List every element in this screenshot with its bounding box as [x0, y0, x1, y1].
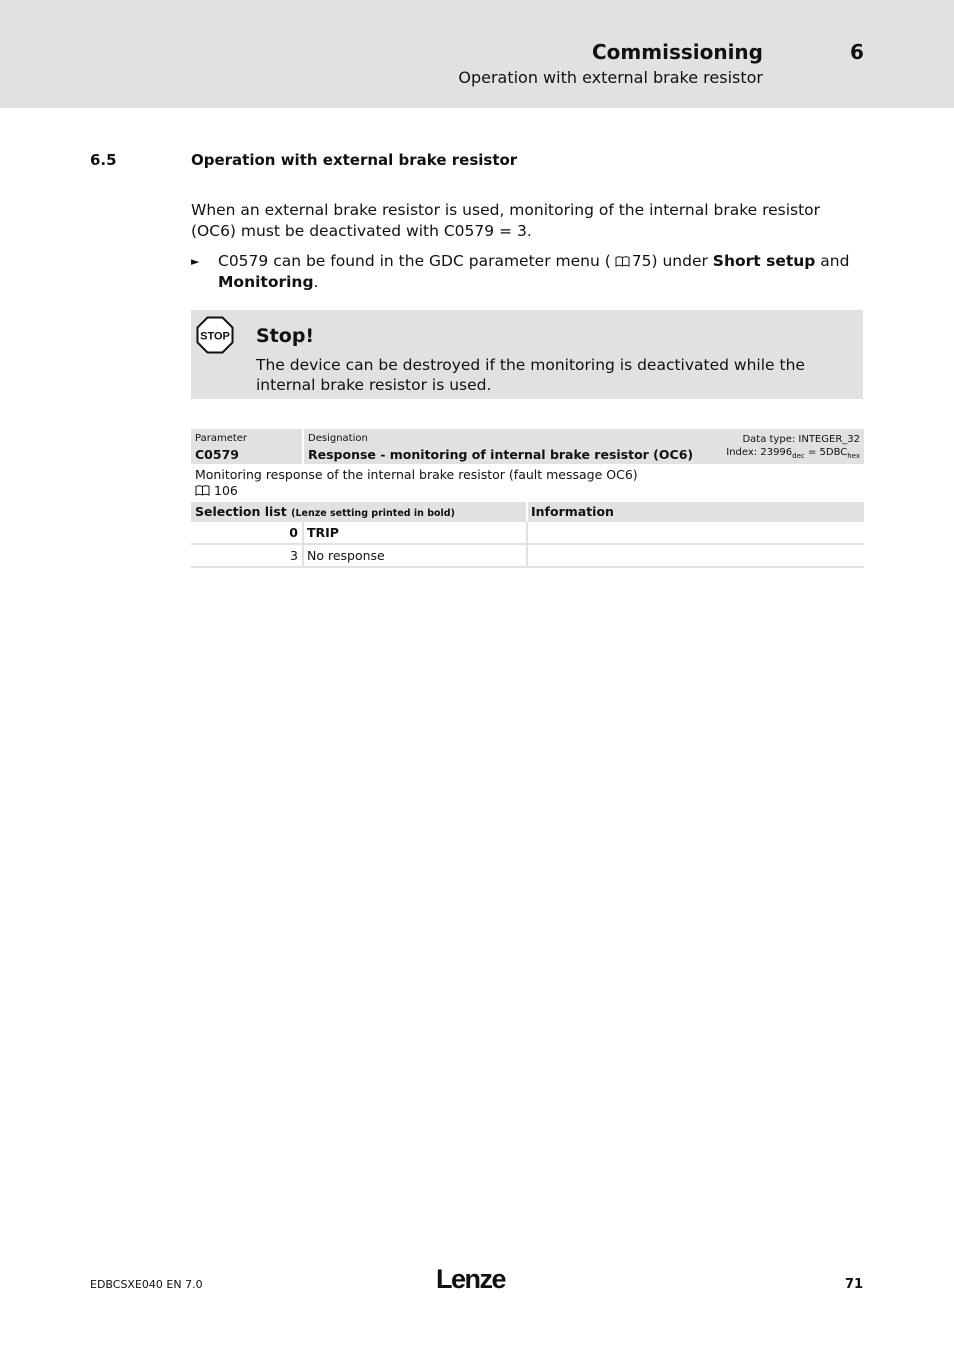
bullet-arrow-icon: ►	[191, 255, 200, 268]
selection-row	[191, 545, 864, 568]
bullet-text-part: and	[815, 252, 850, 270]
bullet-page-link[interactable]: 75	[631, 252, 652, 270]
bullet-item	[191, 251, 866, 293]
monitoring-label: Monitoring	[218, 273, 314, 291]
selection-value: 3	[290, 548, 298, 563]
parameter-table	[191, 429, 864, 568]
chapter-number: 6	[850, 40, 864, 64]
footer-doc-code: EDBCSXE040 EN 7.0	[90, 1278, 203, 1291]
bullet-text-part: ) under	[651, 252, 713, 270]
parameter-caption: Parameter	[195, 433, 248, 444]
parameter-code: C0579	[195, 447, 239, 462]
selection-note: (Lenze setting printed in bold)	[291, 508, 455, 519]
header-band	[0, 0, 954, 108]
selection-value: 0	[289, 525, 298, 540]
selection-label: No response	[307, 548, 385, 563]
bullet-text-part: C0579 can be found in the GDC parameter menu (	[218, 252, 611, 270]
logo-text: Lenze	[436, 1264, 506, 1294]
stop-sign-text: STOP	[200, 330, 230, 343]
stop-warning-box	[191, 310, 863, 399]
information-label: Information	[531, 504, 614, 519]
row-divider	[526, 545, 528, 566]
designation-caption: Designation	[308, 433, 368, 444]
selection-label: TRIP	[307, 525, 339, 540]
selection-header-divider	[526, 502, 528, 522]
selection-row	[191, 522, 864, 545]
book-icon	[615, 256, 630, 267]
book-icon	[195, 485, 210, 496]
parameter-index	[726, 446, 860, 463]
data-type: Data type: INTEGER_32	[742, 434, 860, 445]
selection-rows	[191, 522, 864, 568]
index-hex-sub: hex	[847, 452, 860, 460]
parameter-data-info	[726, 433, 860, 463]
description-text: Monitoring response of the internal brake resistor (fault message OC6)	[195, 467, 638, 482]
selection-list-label	[195, 504, 455, 519]
row-divider	[302, 522, 304, 543]
bullet-text	[191, 251, 866, 293]
lenze-logo	[436, 1264, 516, 1294]
chapter-subtitle: Operation with external brake resistor	[458, 68, 763, 87]
parameter-description	[191, 464, 864, 504]
intro-paragraph: When an external brake resistor is used, monitoring of the internal brake resistor (OC6) must be deactivated with C0579 = 3.	[191, 201, 821, 240]
index-dec-sub: dec	[792, 452, 805, 460]
page-number: 71	[845, 1277, 864, 1292]
index-prefix: Index: 23996	[726, 447, 793, 458]
parameter-header	[191, 429, 864, 464]
stop-heading: Stop!	[256, 325, 315, 347]
index-mid: = 5DBC	[804, 447, 848, 458]
description-reference	[195, 483, 860, 499]
section-number: 6.5	[90, 151, 117, 169]
row-divider	[302, 545, 304, 566]
section-title: Operation with external brake resistor	[191, 151, 518, 169]
parameter-designation: Response - monitoring of internal brake resistor (OC6)	[308, 447, 694, 462]
short-setup-label: Short setup	[712, 252, 816, 270]
description-page-link[interactable]: 106	[214, 483, 238, 498]
parameter-code-cell	[191, 429, 302, 464]
selection-list-header	[191, 502, 864, 522]
parameter-designation-cell	[304, 429, 864, 464]
row-divider	[526, 522, 528, 543]
chapter-title: Commissioning	[591, 40, 763, 64]
stop-text: The device can be destroyed if the monitoring is deactivated while the internal brake resistor is used.	[256, 356, 805, 394]
stop-sign-icon	[196, 316, 234, 354]
bullet-text-part: .	[313, 273, 319, 291]
selection-label-text: Selection list	[195, 504, 287, 519]
